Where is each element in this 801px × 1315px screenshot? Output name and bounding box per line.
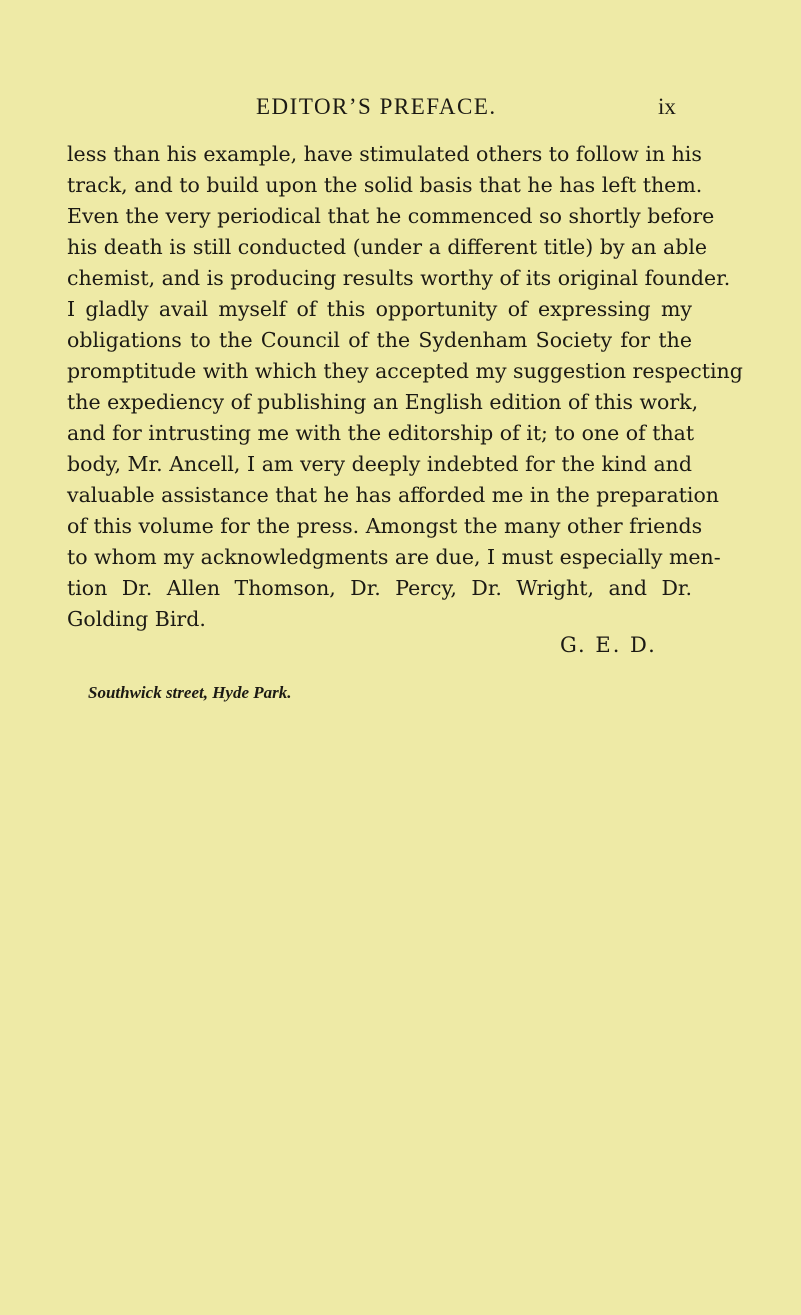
- preface-body: [67, 139, 743, 635]
- text-line: track, and to build upon the solid basis that he has left them.: [67, 173, 703, 197]
- text-line: body, Mr. Ancell, I am very deeply indebted for the kind and: [67, 452, 692, 476]
- editor-address: Southwick street, Hyde Park.: [88, 683, 292, 702]
- text-line: chemist, and is producing results worthy of its original founder.: [67, 266, 731, 290]
- text-line: obligations to the Council of the Sydenham Society for the: [67, 328, 692, 352]
- text-line: less than his example, have stimulated others to follow in his: [67, 142, 702, 166]
- page-number: ix: [658, 94, 676, 119]
- text-line: I gladly avail myself of this opportunity of expressing my: [67, 297, 692, 321]
- text-line: valuable assistance that he has afforded me in the preparation: [67, 483, 720, 507]
- text-line: his death is still conducted (under a different title) by an able: [67, 235, 708, 259]
- text-line: promptitude with which they accepted my suggestion respecting: [67, 359, 743, 383]
- text-line: and for intrusting me with the editorship of it; to one of that: [67, 421, 695, 445]
- paragraph-2: [67, 294, 743, 635]
- text-line: the expediency of publishing an English edition of this work,: [67, 390, 699, 414]
- text-line: tion Dr. Allen Thomson, Dr. Percy, Dr. Wright, and Dr.: [67, 576, 692, 600]
- editor-signature: G. E. D.: [560, 633, 657, 657]
- text-line: Even the very periodical that he commenced so shortly before: [67, 204, 715, 228]
- text-line: to whom my acknowledgments are due, I must especially men-: [67, 545, 721, 569]
- running-head: EDITOR’S PREFACE.: [256, 94, 497, 119]
- text-line: of this volume for the press. Amongst the many other friends: [67, 514, 703, 538]
- paragraph-1: [67, 139, 731, 294]
- text-line: Golding Bird.: [67, 607, 206, 631]
